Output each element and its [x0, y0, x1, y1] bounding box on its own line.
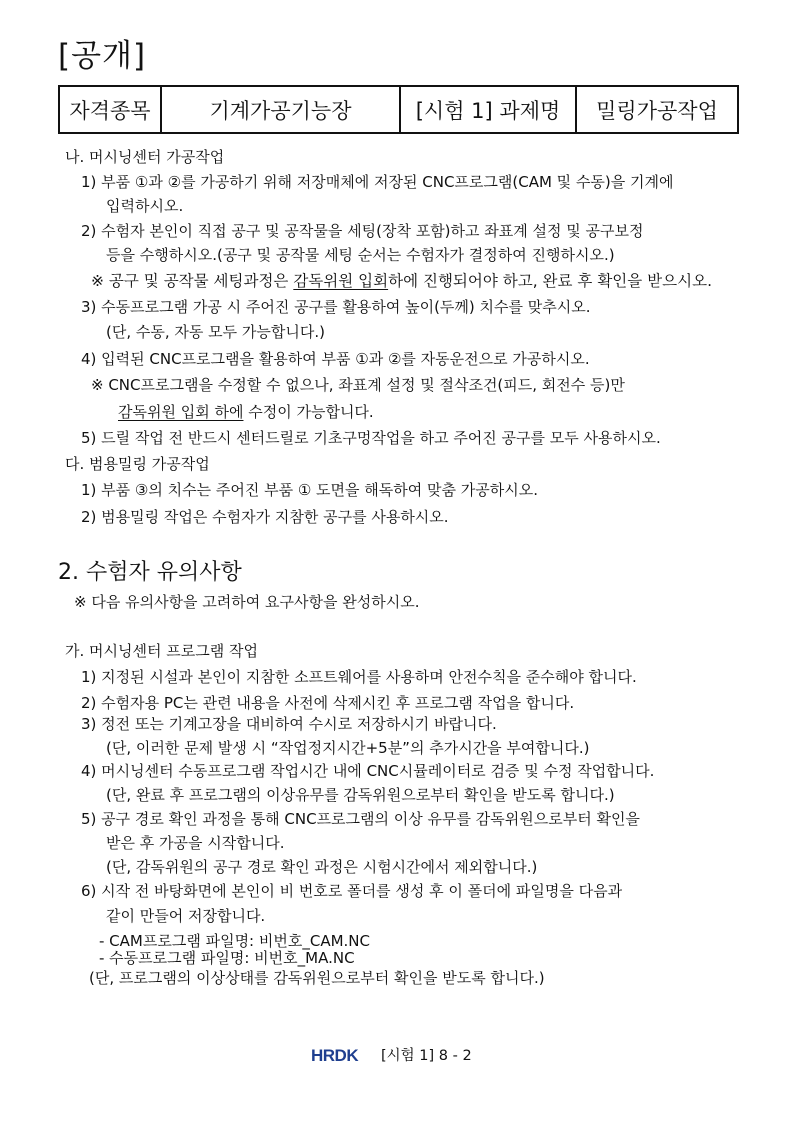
na-item2-line2: 등을 수행하시오.(공구 및 공작물 세팅 순서는 수험자가 결정하여 진행하시오.): [106, 246, 615, 264]
ga-item3-line2: (단, 이러한 문제 발생 시 “작업정지시간+5분”의 추가시간을 부여합니다.): [106, 739, 590, 757]
ga-item5-line1: 5) 공구 경로 확인 과정을 통해 CNC프로그램의 이상 유무를 감독위원으로부터 확인을: [81, 810, 640, 828]
page-number: [시험 1] 8 - 2: [381, 1048, 472, 1064]
na-note1: ※ 공구 및 공작물 세팅과정은 감독위원 입회하에 진행되어야 하고, 완료 후 확인을 받으시오.: [91, 272, 712, 290]
page-footer: [311, 1044, 472, 1065]
ga-item4-line2: (단, 완료 후 프로그램의 이상유무를 감독위원으로부터 확인을 받도록 합니다.): [106, 786, 615, 804]
da-item2: 2) 범용밀링 작업은 수험자가 지참한 공구를 사용하시오.: [81, 508, 449, 526]
underline-supervisor-2: 감독위원 입회 하에: [118, 403, 244, 421]
ga-dash-cam: - CAM프로그램 파일명: 비번호_CAM.NC: [99, 932, 370, 950]
na-item2-line1: 2) 수험자 본인이 직접 공구 및 공작물을 세팅(장착 포함)하고 좌표계 설정 및 공구보정: [81, 222, 644, 240]
ga-item2: 2) 수험자용 PC는 관련 내용을 사전에 삭제시킨 후 프로그램 작업을 합니다.: [81, 694, 575, 712]
ga-item5-line3: (단, 감독위원의 공구 경로 확인 과정은 시험시간에서 제외합니다.): [106, 858, 538, 876]
na-item5: 5) 드릴 작업 전 반드시 센터드릴로 기초구멍작업을 하고 주어진 공구를 모두 사용하시오.: [81, 429, 661, 447]
underline-supervisor-1: 감독위원 입회: [293, 272, 389, 290]
info-table: [58, 85, 739, 134]
section2-note: ※ 다음 유의사항을 고려하여 요구사항을 완성하시오.: [74, 593, 420, 611]
na-note2-line1: ※ CNC프로그램을 수정할 수 없으나, 좌표계 설정 및 절삭조건(피드, 회전수 등)만: [91, 376, 625, 394]
ga-item4-line1: 4) 머시닝센터 수동프로그램 작업시간 내에 CNC시뮬레이터로 검증 및 수정 작업합니다.: [81, 762, 655, 780]
na-item1-line1: 1) 부품 ①과 ②를 가공하기 위해 저장매체에 저장된 CNC프로그램(CAM 및 수동)을 기계에: [81, 173, 674, 191]
ga-dash-ma: - 수동프로그램 파일명: 비번호_MA.NC: [99, 949, 355, 967]
hrdk-logo-mark: [311, 1046, 371, 1064]
ga-item6-line2: 같이 만들어 저장합니다.: [106, 907, 266, 925]
da-item1: 1) 부품 ③의 치수는 주어진 부품 ① 도면을 해독하여 맞춤 가공하시오.: [81, 481, 538, 499]
public-badge: [공개]: [58, 38, 147, 74]
na-note2-line2: 감독위원 입회 하에 수정이 가능합니다.: [118, 403, 374, 421]
ga-item3-line1: 3) 정전 또는 기계고장을 대비하여 수시로 저장하시기 바랍니다.: [81, 715, 497, 733]
value-task: 밀링가공작업: [576, 86, 738, 133]
label-task: [시험 1] 과제명: [400, 86, 576, 133]
label-qualification: 자격종목: [59, 86, 161, 133]
section-na-title: 나. 머시닝센터 가공작업: [65, 148, 225, 166]
ga-item6-line1: 6) 시작 전 바탕화면에 본인이 비 번호로 폴더를 생성 후 이 폴더에 파일명을 다음과: [81, 882, 623, 900]
section-da-title: 다. 범용밀링 가공작업: [65, 455, 210, 473]
na-item3-line2: (단, 수동, 자동 모두 가능합니다.): [106, 323, 325, 341]
ga-item1: 1) 지정된 시설과 본인이 지참한 소프트웨어를 사용하며 안전수칙을 준수해야 합니다.: [81, 668, 637, 686]
ga-item5-line2: 받은 후 가공을 시작합니다.: [106, 834, 285, 852]
hrdk-logo: [311, 1046, 371, 1064]
na-item4: 4) 입력된 CNC프로그램을 활용하여 부품 ①과 ②를 자동운전으로 가공하시오.: [81, 350, 590, 368]
ga-closing-note: (단, 프로그램의 이상상태를 감독위원으로부터 확인을 받도록 합니다.): [89, 969, 545, 987]
na-item1-line2: 입력하시오.: [106, 197, 184, 215]
svg-text:HRDK: HRDK: [311, 1045, 359, 1064]
section2-heading: 2. 수험자 유의사항: [58, 560, 242, 585]
section-ga-title: 가. 머시닝센터 프로그램 작업: [65, 642, 258, 660]
value-qualification: 기계가공기능장: [161, 86, 400, 133]
na-item3-line1: 3) 수동프로그램 가공 시 주어진 공구를 활용하여 높이(두께) 치수를 맞추시오.: [81, 298, 591, 316]
